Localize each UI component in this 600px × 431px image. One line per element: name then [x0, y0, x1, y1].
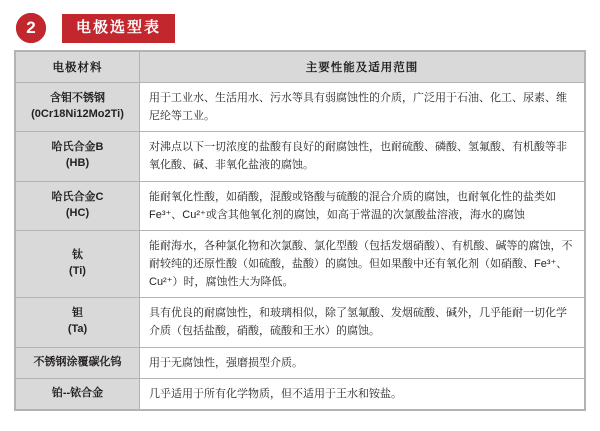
cell-description: 几乎适用于所有化学物质，但不适用于王水和铵盐。: [140, 378, 585, 409]
table-row: [16, 132, 585, 181]
material-line: (Ti): [69, 265, 86, 278]
material-line: (0Cr18Ni12Mo2Ti): [31, 108, 124, 121]
table-header: [16, 52, 585, 83]
page-header: [0, 0, 600, 44]
table-body: [16, 83, 585, 410]
material-line: 钛: [72, 249, 83, 262]
material-line: 铂--铱合金: [51, 386, 104, 399]
electrode-table: [15, 51, 585, 410]
table-row: [16, 83, 585, 132]
material-line: (HB): [65, 157, 90, 170]
cell-material: [16, 83, 140, 132]
table-row: [16, 230, 585, 297]
material-line: 哈氏合金B: [51, 141, 104, 154]
cell-material: [16, 181, 140, 230]
table-row: [16, 347, 585, 378]
table-row: [16, 298, 585, 347]
material-line: 含钼不锈钢: [50, 92, 105, 105]
cell-description: 能耐氧化性酸，如硝酸，混酸或铬酸与硫酸的混合介质的腐蚀，也耐氧化性的盐类如Fe³⁺、Cu²⁺或含其他氧化剂的腐蚀，如高于常温的次氯酸盐溶液，海水的腐蚀: [140, 181, 585, 230]
cell-material: [16, 347, 140, 378]
cell-material: [16, 230, 140, 297]
cell-material: [16, 378, 140, 409]
cell-description: 用于无腐蚀性，强磨损型介质。: [140, 347, 585, 378]
cell-description: 用于工业水、生活用水、污水等具有弱腐蚀性的介质，广泛用于石油、化工、尿素、维尼纶等工业。: [140, 83, 585, 132]
section-number-badge: 2: [14, 11, 48, 45]
material-line: (Ta): [67, 323, 88, 336]
cell-description: 对沸点以下一切浓度的盐酸有良好的耐腐蚀性，也耐硫酸、磷酸、氢氟酸、有机酸等非氧化酸、碱、非氧化盐液的腐蚀。: [140, 132, 585, 181]
cell-material: [16, 132, 140, 181]
cell-description: 具有优良的耐腐蚀性，和玻璃相似，除了氢氟酸、发烟硫酸、碱外，几乎能耐一切化学介质（包括盐酸，硝酸，硫酸和王水）的腐蚀。: [140, 298, 585, 347]
column-header-performance: 主要性能及适用范围: [140, 52, 585, 83]
material-line: 钽: [72, 307, 83, 320]
cell-description: 能耐海水，各种氯化物和次氯酸、氯化型酸（包括发烟硝酸）、有机酸、碱等的腐蚀，不耐较纯的还原性酸（如硫酸，盐酸）的腐蚀。但如果酸中还有氧化剂（如硝酸、Fe³⁺、Cu²⁺）时，腐蚀性大为降低。: [140, 230, 585, 297]
table-row: [16, 181, 585, 230]
column-header-material: 电极材料: [16, 52, 140, 83]
table-header-row: [16, 52, 585, 83]
page-title: 电极选型表: [62, 14, 175, 43]
electrode-table-wrapper: [14, 50, 586, 411]
material-line: (HC): [65, 206, 90, 219]
material-line: 不锈钢涂覆碳化钨: [33, 355, 122, 368]
cell-material: [16, 298, 140, 347]
table-row: [16, 378, 585, 409]
material-line: 哈氏合金C: [51, 190, 104, 203]
